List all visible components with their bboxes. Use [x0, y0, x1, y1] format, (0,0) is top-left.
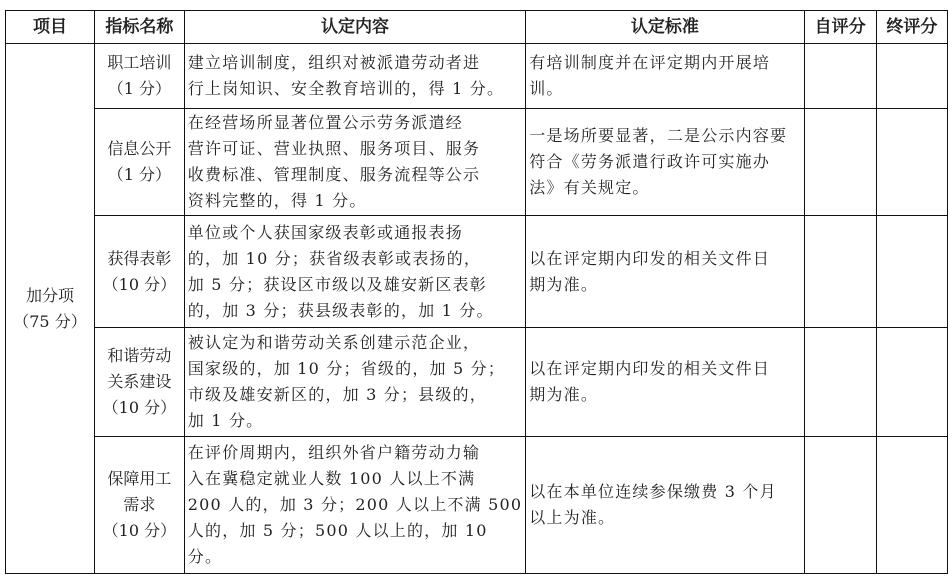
criteria-standard	[526, 216, 804, 328]
header-item: 项目	[6, 11, 95, 44]
criteria-standard-line: 以在评定期内印发的相关文件日	[529, 359, 771, 378]
criteria-content-line: 人的，加 5 分；500 人以上的，加 10	[187, 521, 488, 540]
criteria-standard-line: 以上为准。	[529, 508, 616, 527]
header-self-score: 自评分	[804, 11, 876, 44]
self-score-cell[interactable]	[804, 328, 876, 437]
indicator-name	[94, 437, 184, 574]
criteria-content-line: 市级及雄安新区的，加 3 分；县级的，	[187, 385, 487, 404]
criteria-content-line: 行上岗知识、安全教育培训的，得 1 分。	[187, 79, 505, 98]
self-score-cell[interactable]	[804, 216, 876, 328]
criteria-content-line: 的，加 3 分；获县级表彰的，加 1 分。	[187, 300, 494, 320]
header-row	[6, 11, 948, 44]
table-row	[6, 216, 948, 328]
indicator-name	[94, 109, 184, 216]
criteria-content-line: 资料完整的，得 1 分。	[187, 191, 367, 210]
criteria-content-line: 在经营场所显著位置公示劳务派遣经	[187, 113, 463, 132]
final-score-cell[interactable]	[876, 44, 947, 109]
criteria-content-line: 收费标准、管理制度、服务流程等公示	[187, 165, 481, 184]
header-indicator: 指标名称	[94, 11, 184, 44]
criteria-content	[184, 44, 525, 109]
category-cell-line: （75 分）	[13, 311, 87, 331]
criteria-content-line: 分。	[187, 547, 223, 566]
header-content: 认定内容	[184, 11, 525, 44]
table-row	[6, 437, 948, 574]
final-score-cell[interactable]	[876, 328, 947, 437]
self-score-cell[interactable]	[804, 44, 876, 109]
self-score-cell[interactable]	[804, 437, 876, 574]
indicator-name-line: （1 分）	[107, 79, 172, 98]
category-cell	[6, 44, 95, 574]
scoring-table	[5, 10, 948, 574]
criteria-content	[184, 328, 525, 437]
indicator-name	[94, 44, 184, 109]
indicator-name-line: 信息公开	[107, 139, 172, 158]
criteria-standard-line: 期为准。	[529, 385, 599, 404]
criteria-content-line: 建立培训制度，组织对被派遣劳动者进	[187, 53, 481, 72]
criteria-content-line: 被认定为和谐劳动关系创建示范企业，	[187, 333, 481, 352]
criteria-standard	[526, 109, 804, 216]
criteria-content-line: 在评价周期内，组织外省户籍劳动力输	[187, 443, 481, 462]
table-row	[6, 109, 948, 216]
table-row	[6, 44, 948, 109]
indicator-name-line: 职工培训	[107, 53, 172, 72]
criteria-standard	[526, 44, 804, 109]
indicator-name	[94, 216, 184, 328]
criteria-content-line: 单位或个人获国家级表彰或通报表扬	[187, 222, 463, 242]
indicator-name-line: 获得表彰	[107, 248, 172, 268]
criteria-standard	[526, 437, 804, 574]
criteria-standard-line: 符合《劳务派遣行政许可实施办	[529, 152, 771, 171]
criteria-standard-line: 以在评定期内印发的相关文件日	[529, 248, 771, 268]
criteria-content	[184, 109, 525, 216]
indicator-name-line: 保障用工	[107, 469, 172, 488]
criteria-standard	[526, 328, 804, 437]
criteria-standard-line: 期为准。	[529, 274, 599, 294]
category-cell-line: 加分项	[25, 285, 74, 305]
criteria-standard-line: 有培训制度并在评定期内开展培	[529, 53, 771, 72]
table-row	[6, 328, 948, 437]
indicator-name-line: （1 分）	[107, 165, 172, 184]
criteria-content	[184, 437, 525, 574]
criteria-content-line: 的，加 10 分；获省级表彰或表扬的，	[187, 248, 482, 268]
criteria-content-line: 国家级的，加 10 分；省级的，加 5 分；	[187, 359, 506, 378]
criteria-content-line: 营许可证、营业执照、服务项目、服务	[187, 139, 481, 158]
criteria-content	[184, 216, 525, 328]
indicator-name-line: 关系建设	[107, 372, 172, 391]
criteria-standard-line: 一是场所要显著，二是公示内容要	[529, 126, 788, 145]
final-score-cell[interactable]	[876, 216, 947, 328]
criteria-content-line: 入在冀稳定就业人数 100 人以上不满	[187, 469, 476, 488]
criteria-content-line: 加 1 分。	[187, 411, 264, 430]
final-score-cell[interactable]	[876, 109, 947, 216]
criteria-standard-line: 以在本单位连续参保缴费 3 个月	[529, 482, 777, 501]
header-final-score: 终评分	[876, 11, 947, 44]
final-score-cell[interactable]	[876, 437, 947, 574]
criteria-standard-line: 训。	[529, 79, 564, 98]
criteria-standard-line: 法》有关规定。	[529, 178, 650, 197]
criteria-content-line: 200 人的，加 3 分；200 人以上不满 500	[187, 495, 523, 514]
indicator-name-line: （10 分）	[102, 521, 177, 540]
indicator-name	[94, 328, 184, 437]
header-standard: 认定标准	[526, 11, 804, 44]
indicator-name-line: （10 分）	[102, 274, 177, 294]
indicator-name-line: （10 分）	[102, 398, 177, 417]
indicator-name-line: 和谐劳动	[107, 346, 172, 365]
self-score-cell[interactable]	[804, 109, 876, 216]
indicator-name-line: 需求	[123, 495, 156, 514]
criteria-content-line: 加 5 分；获设区市级以及雄安新区表彰	[187, 274, 487, 294]
